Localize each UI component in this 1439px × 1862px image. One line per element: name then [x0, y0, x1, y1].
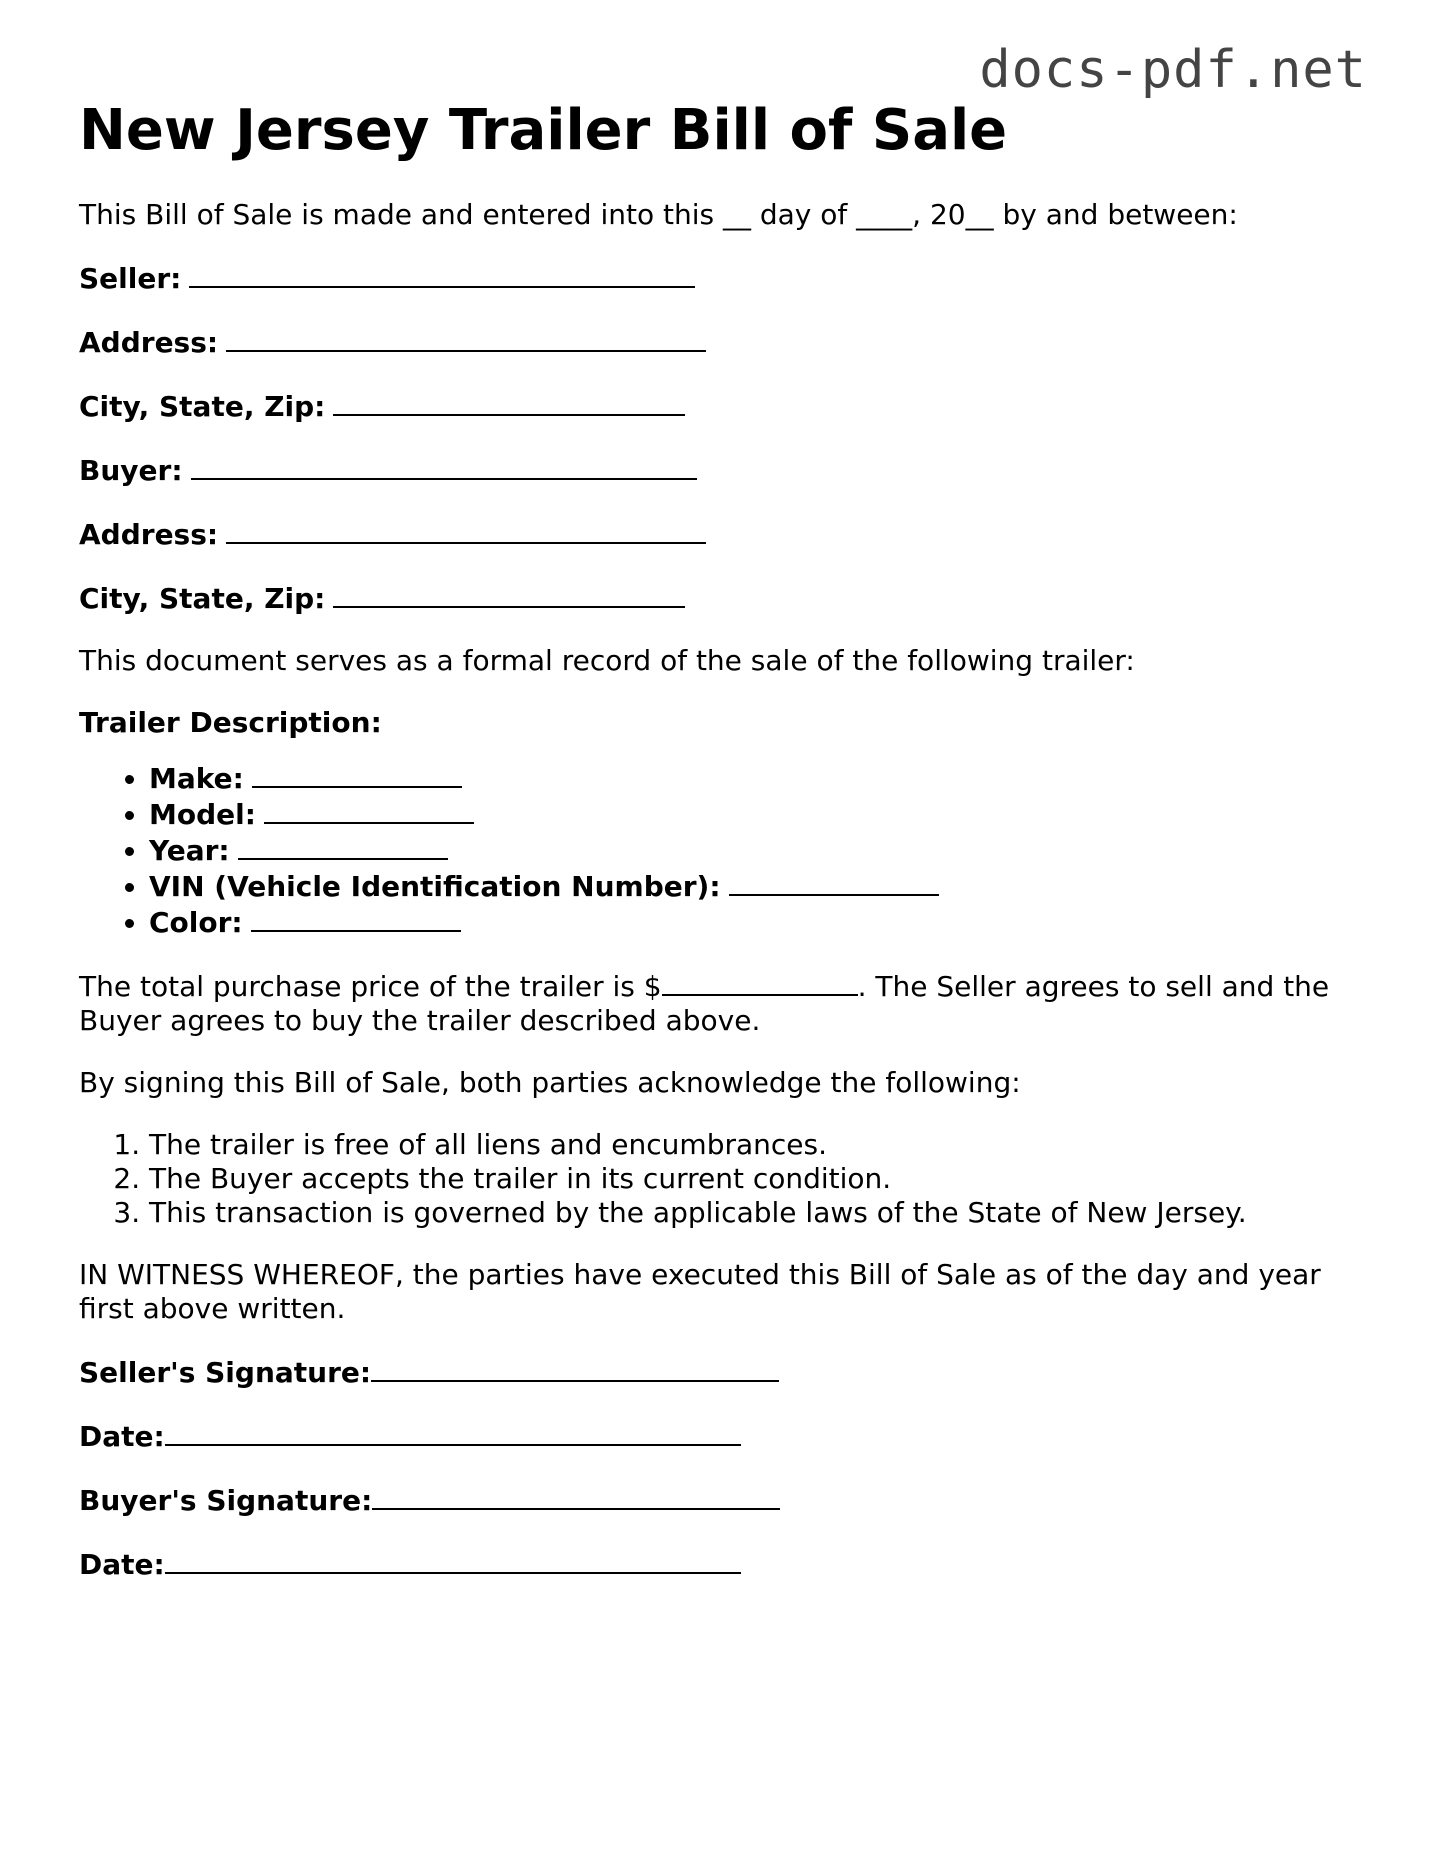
acknowledge-intro: By signing this Bill of Sale, both parties acknowledge the following:: [79, 1065, 1021, 1099]
buyer-city-state-zip-blank-line[interactable]: [333, 580, 685, 608]
seller-address-field: [79, 324, 1369, 360]
seller-signature-label: Seller's Signature:: [79, 1355, 372, 1389]
buyer-blank-line[interactable]: [191, 452, 697, 480]
price-blank-line[interactable]: [662, 968, 858, 996]
price-paragraph: [79, 968, 1369, 1038]
year-label: Year:: [149, 833, 230, 867]
acknowledgements-list: [79, 1128, 1369, 1230]
seller-city-state-zip-field: [79, 388, 1369, 424]
document-title: New Jersey Trailer Bill of Sale: [79, 98, 1008, 163]
trailer-description-heading: Trailer Description:: [79, 705, 382, 739]
list-item: 3. This transaction is governed by the applicable laws of the State of New Jersey.: [149, 1196, 1369, 1230]
list-item: [149, 868, 1369, 904]
seller-city-state-zip-label: City, State, Zip:: [79, 389, 326, 423]
list-item: [149, 796, 1369, 832]
make-blank-line[interactable]: [252, 760, 462, 788]
buyer-address-field: [79, 516, 1369, 552]
watermark: docs-pdf.net: [979, 40, 1367, 100]
document-page: [79, 100, 1369, 1610]
intro-paragraph: This Bill of Sale is made and entered into this __ day of ____, 20__ by and between:: [79, 197, 1238, 231]
buyer-address-blank-line[interactable]: [226, 516, 706, 544]
vin-label: VIN (Vehicle Identification Number):: [149, 869, 721, 903]
list-item: [149, 904, 1369, 940]
buyer-date-field: [79, 1546, 1369, 1582]
seller-signature-field: [79, 1354, 1369, 1390]
buyer-field: [79, 452, 1369, 488]
record-paragraph: This document serves as a formal record of the sale of the following trailer:: [79, 643, 1135, 677]
seller-blank-line[interactable]: [189, 260, 695, 288]
buyer-city-state-zip-label: City, State, Zip:: [79, 581, 326, 615]
buyer-signature-field: [79, 1482, 1369, 1518]
seller-address-blank-line[interactable]: [226, 324, 706, 352]
model-label: Model:: [149, 797, 256, 831]
list-item: 2. The Buyer accepts the trailer in its current condition.: [149, 1162, 1369, 1196]
buyer-address-label: Address:: [79, 517, 219, 551]
seller-date-blank-line[interactable]: [165, 1418, 741, 1446]
buyer-city-state-zip-field: [79, 580, 1369, 616]
buyer-date-blank-line[interactable]: [165, 1546, 741, 1574]
model-blank-line[interactable]: [264, 796, 474, 824]
list-item: [149, 832, 1369, 868]
buyer-signature-label: Buyer's Signature:: [79, 1483, 373, 1517]
color-blank-line[interactable]: [251, 904, 461, 932]
price-text-after: . The Seller agrees to sell and the Buyer agrees to buy the trailer described above.: [79, 969, 1330, 1037]
make-label: Make:: [149, 761, 244, 795]
price-text-before: The total purchase price of the trailer is $: [79, 969, 662, 1003]
seller-field: [79, 260, 1369, 296]
seller-label: Seller:: [79, 261, 182, 295]
year-blank-line[interactable]: [238, 832, 448, 860]
seller-city-state-zip-blank-line[interactable]: [333, 388, 685, 416]
seller-date-field: [79, 1418, 1369, 1454]
seller-address-label: Address:: [79, 325, 219, 359]
buyer-label: Buyer:: [79, 453, 183, 487]
buyer-date-label: Date:: [79, 1547, 165, 1581]
seller-date-label: Date:: [79, 1419, 165, 1453]
vin-blank-line[interactable]: [729, 868, 939, 896]
color-label: Color:: [149, 905, 243, 939]
list-item: 1. The trailer is free of all liens and encumbrances.: [149, 1128, 1369, 1162]
witness-paragraph: IN WITNESS WHEREOF, the parties have executed this Bill of Sale as of the day and year first above written.: [79, 1257, 1321, 1325]
seller-signature-blank-line[interactable]: [371, 1354, 779, 1382]
buyer-signature-blank-line[interactable]: [372, 1482, 780, 1510]
list-item: [149, 760, 1369, 796]
trailer-description-list: [79, 760, 1369, 940]
